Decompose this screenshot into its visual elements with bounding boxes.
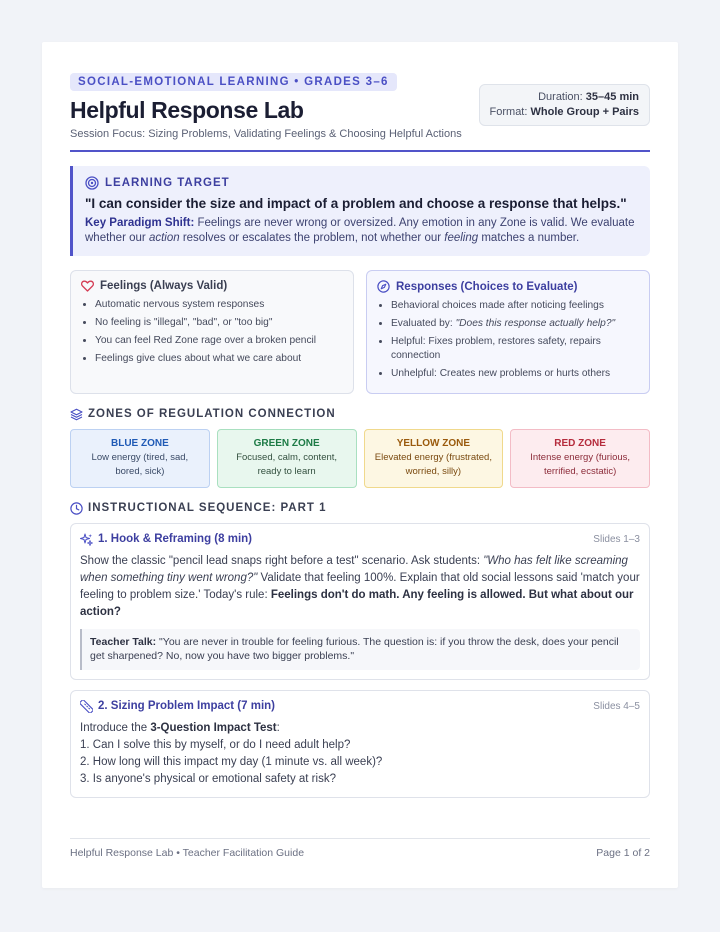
header bbox=[70, 72, 650, 150]
zone-name: YELLOW ZONE bbox=[396, 437, 471, 449]
zone-description: Low energy (tired, sad, bored, sick) bbox=[91, 451, 189, 477]
zone-description: Elevated energy (frustrated, worried, silly) bbox=[374, 451, 492, 477]
footer-title: Helpful Response Lab • Teacher Facilitation Guide bbox=[70, 847, 305, 859]
zone-description: Intense energy (furious, terrified, ecstatic) bbox=[530, 451, 631, 477]
page-number: Page 1 of 2 bbox=[596, 847, 650, 859]
slides-range: Slides 4–5 bbox=[593, 700, 640, 712]
feelings-column bbox=[70, 270, 354, 394]
zone-description: Focused, calm, content, ready to learn bbox=[236, 451, 338, 477]
feelings-heading: Feelings (Always Valid) bbox=[81, 280, 345, 292]
page-footer bbox=[70, 838, 650, 859]
feelings-responses-columns bbox=[70, 270, 650, 394]
yellow-zone-card bbox=[364, 429, 504, 488]
list-item: Behavioral choices made after noticing feelings bbox=[377, 299, 641, 313]
step-1-heading: 1. Hook & Reframing (8 min) bbox=[80, 533, 640, 546]
page-content bbox=[70, 72, 650, 798]
responses-heading: Responses (Choices to Evaluate) bbox=[377, 280, 641, 293]
impact-test-intro: Introduce the 3-Question Impact Test: bbox=[80, 721, 280, 734]
header-divider bbox=[70, 150, 650, 152]
compass-icon bbox=[377, 280, 390, 293]
step-2-heading: 2. Sizing Problem Impact (7 min) bbox=[80, 700, 640, 713]
responses-list bbox=[377, 299, 641, 380]
green-zone-card bbox=[217, 429, 357, 488]
learning-target-quote: "I can consider the size and impact of a problem and choose a response that helps." bbox=[85, 196, 627, 211]
list-item: No feeling is "illegal", "bad", or "too big" bbox=[81, 316, 345, 330]
duration-line: Duration: 35–45 min bbox=[538, 91, 639, 103]
sparkles-icon bbox=[80, 533, 93, 546]
zones-section-heading: ZONES OF REGULATION CONNECTION bbox=[70, 408, 650, 421]
target-icon bbox=[85, 176, 99, 190]
list-item: Automatic nervous system responses bbox=[81, 298, 345, 312]
learning-target-heading: LEARNING TARGET bbox=[85, 176, 638, 190]
step-2-text bbox=[80, 720, 640, 788]
responses-column bbox=[366, 270, 650, 394]
paradigm-shift-text: Key Paradigm Shift: Feelings are never wrong or oversized. Any emotion in any Zone is valid. We evaluate whether our action resolves or escalates the problem, not whether our feeling matches a number. bbox=[85, 217, 635, 244]
eyebrow-badge: SOCIAL-EMOTIONAL LEARNING • GRADES 3–6 bbox=[70, 73, 397, 91]
layers-icon bbox=[70, 408, 83, 421]
impact-question: 3. Is anyone's physical or emotional safety at risk? bbox=[80, 772, 336, 785]
list-item: You can feel Red Zone rage over a broken pencil bbox=[81, 334, 345, 348]
session-meta-box bbox=[479, 84, 650, 126]
page-title: Helpful Response Lab bbox=[70, 97, 304, 123]
format-line: Format: Whole Group + Pairs bbox=[489, 106, 639, 118]
step-1-card bbox=[70, 523, 650, 680]
teacher-talk-callout: Teacher Talk: "You are never in trouble for feeling furious. The question is: if you throw the desk, does your pencil get sharpened? No, now you have two bigger problems." bbox=[80, 629, 640, 670]
list-item: Helpful: Fixes problem, restores safety, repairs connection bbox=[377, 335, 641, 362]
sequence-section-heading: INSTRUCTIONAL SEQUENCE: PART 1 bbox=[70, 502, 650, 515]
page-subtitle: Session Focus: Sizing Problems, Validating Feelings & Choosing Helpful Actions bbox=[70, 128, 462, 140]
list-item: Evaluated by: "Does this response actually help?" bbox=[377, 317, 641, 331]
duration-value: 35–45 min bbox=[585, 91, 639, 103]
step-1-text: Show the classic "pencil lead snaps right before a test" scenario. Ask students: "Who has felt like screaming when something tiny went wrong?" Validate that feeling 100%. Explain that old social lessons said 'match your feeling to problem size.' Today's rule: Feelings don't do math. Any feeling is allowed. But what about our action? bbox=[80, 554, 640, 618]
feelings-list bbox=[81, 298, 345, 366]
impact-question: 2. How long will this impact my day (1 minute vs. all week)? bbox=[80, 755, 383, 768]
document-page bbox=[42, 42, 678, 888]
zone-name: RED ZONE bbox=[554, 437, 606, 449]
zone-name: GREEN ZONE bbox=[253, 437, 320, 449]
blue-zone-card bbox=[70, 429, 210, 488]
zone-name: BLUE ZONE bbox=[110, 437, 169, 449]
slides-range: Slides 1–3 bbox=[593, 533, 640, 545]
list-item: Unhelpful: Creates new problems or hurts others bbox=[377, 367, 641, 381]
clock-icon bbox=[70, 502, 83, 515]
red-zone-card bbox=[510, 429, 650, 488]
list-item: Feelings give clues about what we care about bbox=[81, 352, 345, 366]
learning-target-box bbox=[70, 166, 650, 256]
format-value: Whole Group + Pairs bbox=[530, 106, 639, 118]
heart-icon bbox=[81, 280, 94, 292]
impact-question: 1. Can I solve this by myself, or do I need adult help? bbox=[80, 738, 351, 751]
zones-row bbox=[70, 429, 650, 488]
ruler-icon bbox=[80, 700, 93, 713]
step-2-card bbox=[70, 690, 650, 798]
